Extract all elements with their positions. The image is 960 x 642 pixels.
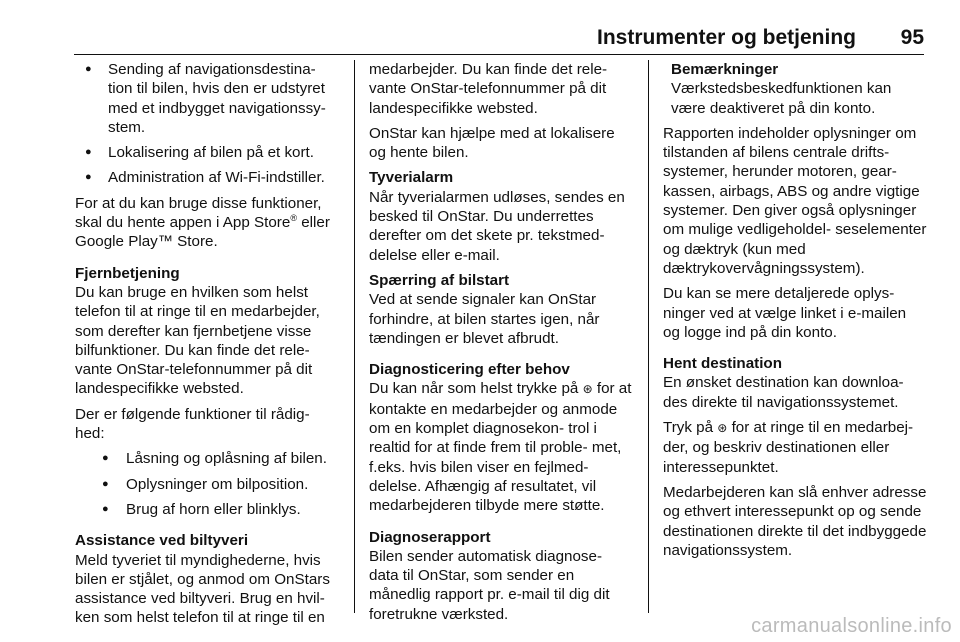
bullet-item: ● Sending af navigationsdestina- tion til bilen, hvis den er udstyret med et indbygget navigationssy- stem.: [75, 60, 343, 137]
report-section: [369, 528, 633, 624]
column-1: [75, 60, 343, 634]
notes-heading: Bemærkninger: [671, 61, 779, 78]
onstar-service-icon: ⊛: [717, 421, 728, 436]
apps-text-end: eller Google Play™ Store.: [75, 214, 330, 251]
column-3: [663, 60, 927, 566]
apps-paragraph: [75, 194, 343, 252]
remote-text: Du kan bruge en hvilken som helst telefon til at ringe til en medarbejder, som derefter kan fjernbetjene visse bilfunktioner. Du kan finde det rele- vante OnStar-telefonnummer på dit landespecifikke websted.: [75, 283, 320, 398]
function-item: ● Brug af horn eller blinklys.: [75, 500, 343, 519]
onstar-service-icon: ⊛: [582, 382, 593, 397]
block-text: Ved at sende signaler kan OnStar forhindre, at bilen startes igen, når tændingen er blevet afbrudt.: [369, 291, 600, 347]
diag-text: Du kan når som helst trykke på: [369, 380, 583, 398]
destination-text: En ønsket destination kan downloa- des direkte til navigationssystemet.: [663, 374, 904, 411]
destination-heading: Hent destination: [663, 355, 782, 373]
remote-section: [75, 264, 343, 399]
locate-text: OnStar kan hjælpe med at lokalisere og hente bilen.: [369, 124, 615, 162]
theft-heading: Assistance ved biltyveri: [75, 532, 249, 550]
notes-section: [663, 60, 927, 118]
function-item: ● Låsning og oplåsning af bilen.: [75, 449, 343, 468]
destination-section: [663, 354, 927, 412]
section-title: Instrumenter og betjening: [596, 26, 856, 49]
report-info: Rapporten indeholder oplysninger om tilstanden af bilens centrale drifts- systemer, herunder motoren, gear- kassen, airbags, ABS og andre vigtige systemer. Den giver også oplysninger om mulige vedligeholdel- seselementer og dæktryk (kun med dæktrykovervågningssystem).: [663, 124, 927, 277]
block-section: [369, 271, 633, 348]
report-heading: Diagnoserapport: [369, 528, 491, 546]
alarm-text: Når tyverialarmen udløses, sendes en besked til OnStar. Du underrettes derefter om det skete pr. tekstmed- delelse eller e-mail.: [369, 188, 625, 264]
page-number: 95: [900, 26, 924, 49]
press-text-end: for at ringe til en medarbej- der, og beskriv destinationen eller interessepunktet.: [663, 419, 914, 476]
alarm-section: [369, 168, 633, 264]
diag-heading: Diagnosticering efter behov: [369, 361, 570, 379]
diag-section: [369, 360, 633, 515]
theft-text: Meld tyveriet til myndighederne, hvis bilen er stjålet, og anmod om OnStars assistance ved biltyveri. Brug en hvil- ken som helst telefon til at ringe til en: [75, 551, 330, 627]
column-divider-1: [354, 60, 355, 613]
diag-text-end: for at kontakte en medarbejder og anmode om en komplet diagnosekon- trol i realtid for at finde frem til proble- met, f.eks. hvis bilen viser en fejlmed- delelse. Afhængig af resultatet, vil medarbejderen tilbyde mere støtte.: [369, 380, 632, 515]
function-item: ● Oplysninger om bilposition.: [75, 475, 343, 494]
bullet-item: ● Lokalisering af bilen på et kort.: [75, 143, 343, 162]
registered-mark: ®: [290, 213, 297, 224]
continued-text: medarbejder. Du kan finde det rele- vante OnStar-telefonnummer på dit landespecifikke websted.: [369, 61, 608, 117]
alarm-heading: Tyverialarm: [369, 169, 454, 187]
watermark: carmanualsonline.info: [751, 615, 952, 637]
column-2: [369, 60, 633, 630]
remote-heading: Fjernbetjening: [75, 264, 180, 282]
theft-section: [75, 531, 343, 627]
page-header: [74, 22, 924, 55]
functions-intro: Der er følgende funktioner til rådig- hed:: [75, 405, 310, 443]
report-text: Bilen sender automatisk diagnose- data til OnStar, som sender en månedlig rapport pr. e-mail til dig dit foretrukne værksted.: [369, 547, 610, 623]
employee-text: Medarbejderen kan slå enhver adresse og ethvert interessepunkt op og sende destinationen direkte til det indbyggede navigationssystem.: [663, 483, 927, 559]
column-divider-2: [648, 60, 649, 613]
apps-text: For at du kan bruge disse funktioner, skal du hente appen i App Store: [75, 194, 322, 232]
details-text: Du kan se mere detaljerede oplys- ninger ved at vælge linket i e-mailen og logge ind på din konto.: [663, 285, 907, 341]
block-heading: Spærring af bilstart: [369, 271, 510, 289]
press-paragraph: [663, 418, 927, 477]
notes-text: Værkstedsbeskedfunktionen kan være deaktiveret på din konto.: [671, 80, 892, 117]
bullet-item: ● Administration af Wi-Fi-indstiller.: [75, 168, 343, 187]
press-text: Tryk på: [663, 419, 718, 437]
